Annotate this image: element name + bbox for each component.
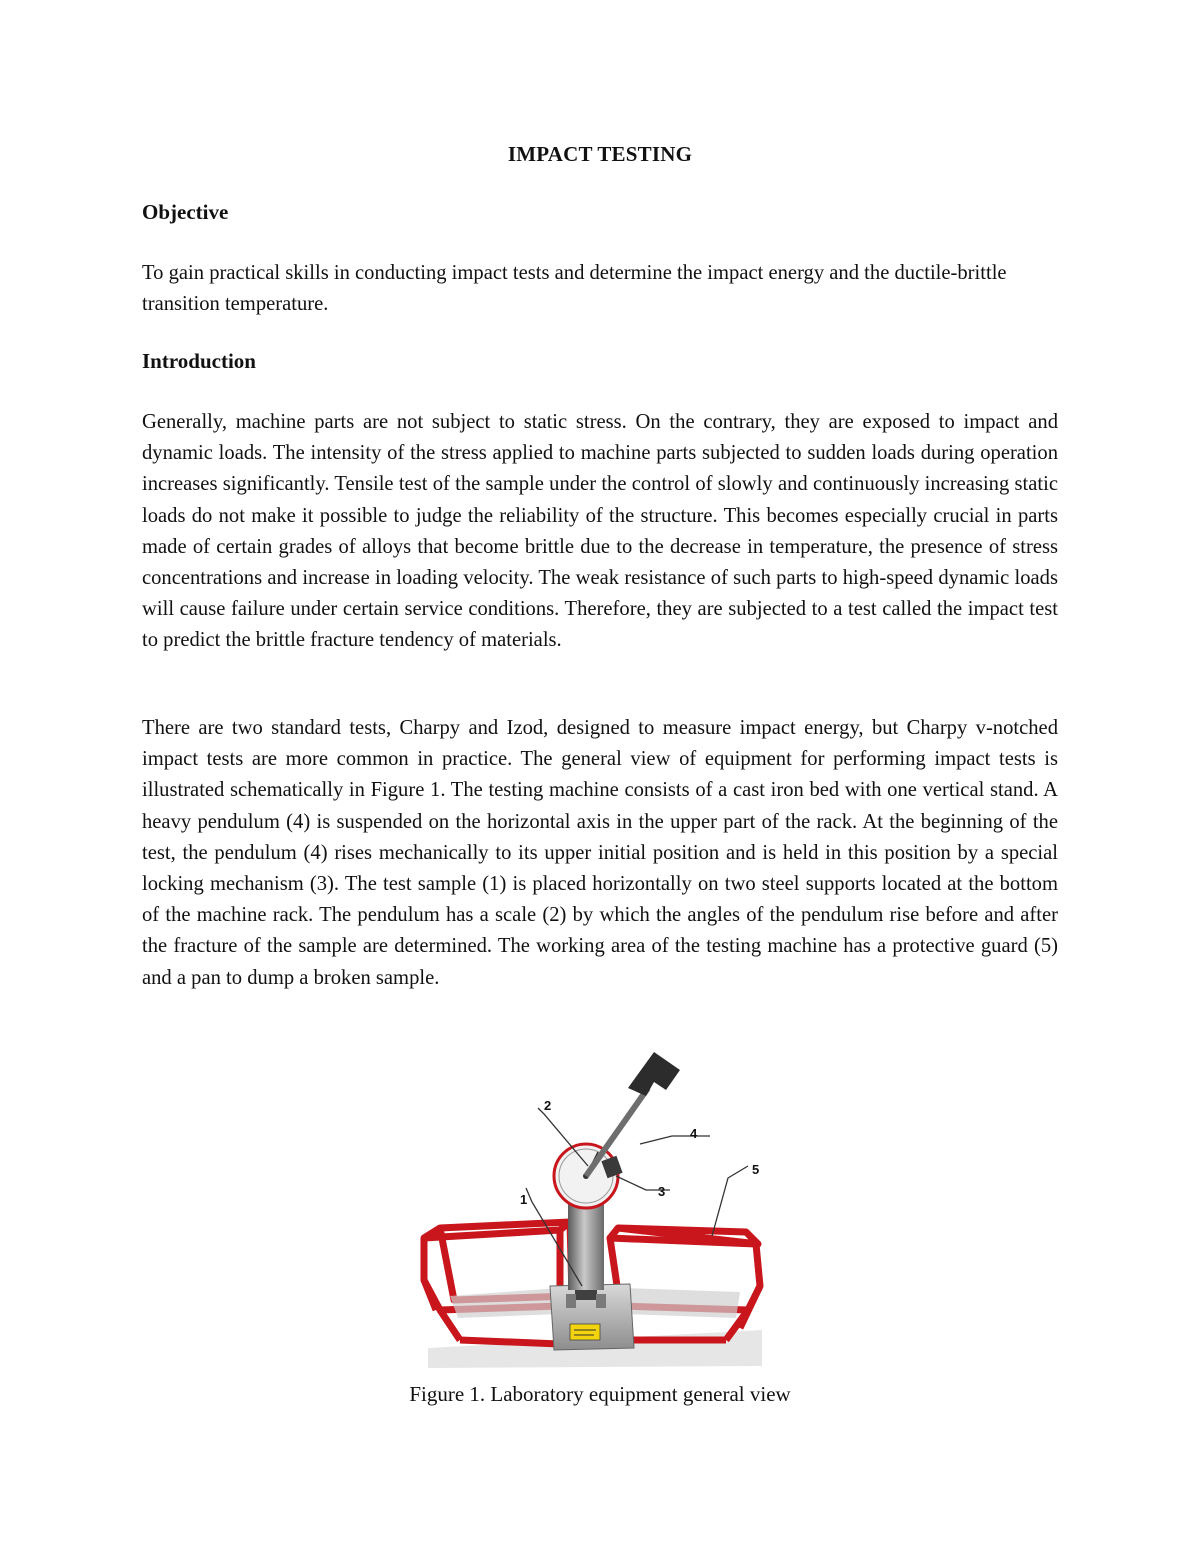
callout-4: 4 [690,1126,698,1141]
figure-caption: Figure 1. Laboratory equipment general view [409,1382,791,1406]
info-label [570,1324,600,1340]
impact-tester-figure [410,1048,790,1378]
callout-1: 1 [520,1192,528,1207]
introduction-heading: Introduction [142,349,256,373]
left-protective-guard [424,1222,572,1344]
callout-2: 2 [544,1098,552,1113]
impact-tester-illustration [410,1048,790,1378]
objective-heading: Objective [142,200,229,224]
pendulum-hammer [628,1052,680,1096]
objective-text: To gain practical skills in conducting impact tests and determine the impact energy and the ductile-brittle transition temperature. [142,262,1007,316]
callout-3: 3 [658,1184,666,1199]
page-title: IMPACT TESTING [507,142,693,166]
introduction-paragraph-1: Generally, machine parts are not subject to static stress. On the contrary, they are exposed to impact and dynamic loads. The intensity of the stress applied to machine parts subjected to sudden loads during operation increases significantly. Tensile test of the sample under the control of slowly and continuously increasing static loads do not make it possible to judge the reliability of the structure. This becomes especially crucial in parts made of certain grades of alloys that become brittle due to the decrease in temperature, the presence of stress concentrations and increase in loading velocity. The weak resistance of such parts to high-speed dynamic loads will cause failure under certain service conditions. Therefore, they are subjected to a test called the impact test to predict the brittle fracture tendency of materials. [142,411,1058,652]
callout-5: 5 [752,1162,760,1177]
introduction-paragraph-2: There are two standard tests, Charpy and Izod, designed to measure impact energy, but Charpy v-notched impact tests are more common in practice. The general view of equipment for performing impact tests is illustrated schematically in Figure 1. The testing machine consists of a cast iron bed with one vertical stand. A heavy pendulum (4) is suspended on the horizontal axis in the upper part of the rack. At the beginning of the test, the pendulum (4) rises mechanically to its upper initial position and is held in this position by a special locking mechanism (3). The test sample (1) is placed horizontally on two steel supports located at the bottom of the machine rack. The pendulum has a scale (2) by which the angles of the pendulum rise before and after the fracture of the sample are determined. The working area of the testing machine has a protective guard (5) and a pan to dump a broken sample. [142,717,1058,989]
